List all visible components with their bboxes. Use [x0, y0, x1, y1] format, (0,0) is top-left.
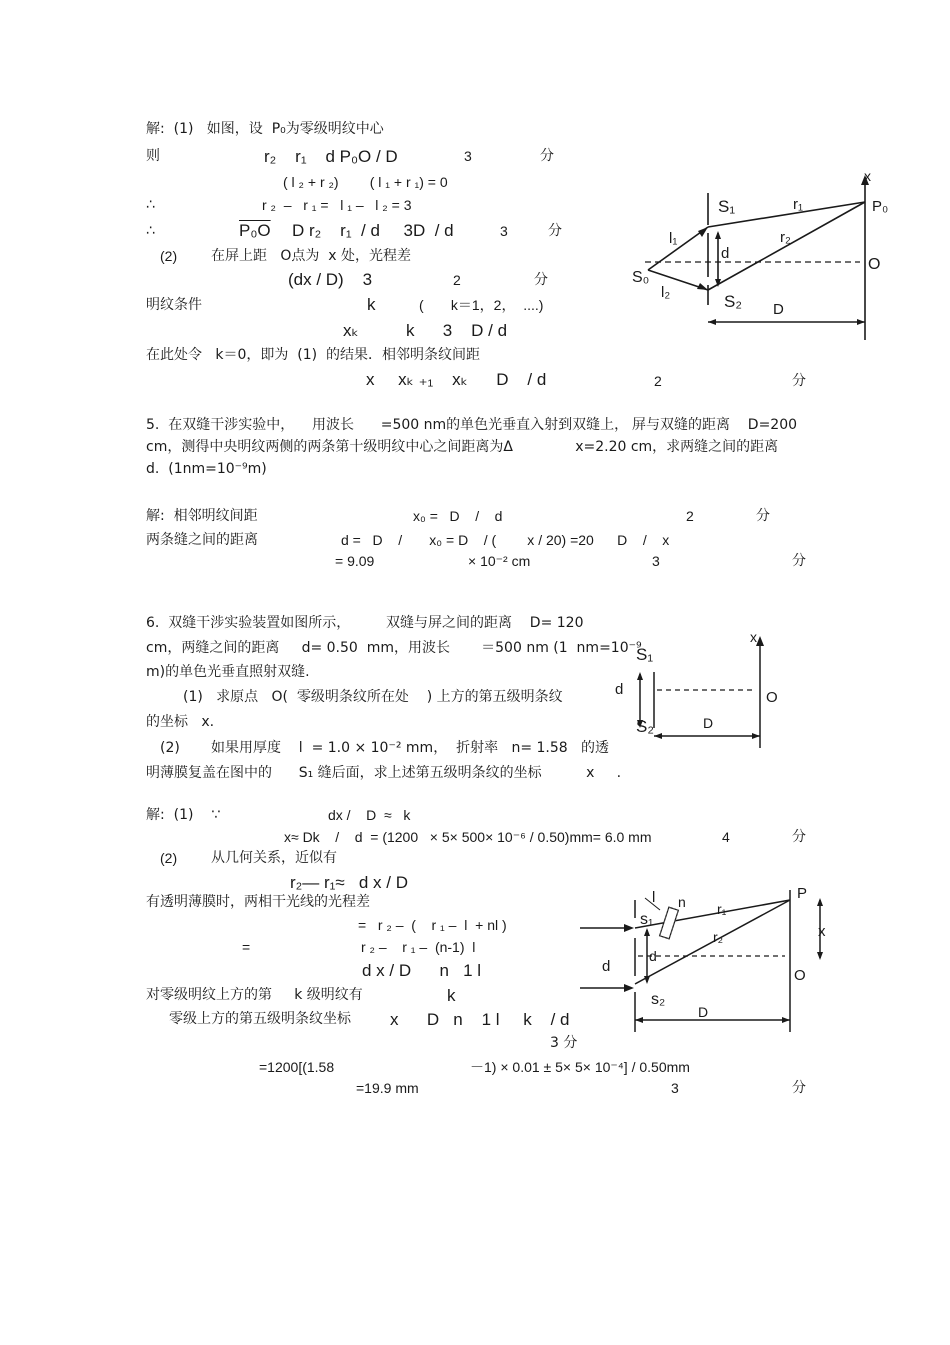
label-l2: l₂: [661, 284, 671, 301]
text-line: 对零级明纹上方的第 k 级明纹有: [146, 987, 363, 1003]
label-x: x: [818, 923, 826, 940]
text-line: 屏与双缝的距离 D=200: [632, 417, 798, 433]
score-unit: 分: [792, 553, 806, 569]
score-unit: 分: [548, 223, 562, 239]
score: 3 分: [550, 1035, 578, 1051]
axis-label: x: [750, 629, 757, 645]
score-unit: 分: [540, 148, 554, 164]
text-line: cm，两缝之间的距离 d= 0.50 mm，用波长 ＝500 nm (1 nm=10⁻⁹: [146, 640, 642, 656]
equation: r₂— r₁≈ d x / D: [290, 873, 409, 892]
label-o: O: [794, 967, 806, 984]
equation: r ₂ – r ₁ = l ₁ – l ₂ = 3: [262, 197, 412, 213]
label-r1: r₁: [717, 901, 727, 917]
equation: = 9.09: [335, 553, 375, 569]
figure-double-slit-film: [580, 880, 840, 1040]
text-line: 在此处令 k＝0，即为 (1) 的结果．相邻明条纹间距: [146, 347, 480, 363]
label-p0: P₀: [872, 198, 889, 215]
equation: P₀O: [239, 221, 271, 240]
text-line: 双缝与屏之间的距离 D= 120: [386, 615, 584, 631]
text-line: 零级上方的第五级明条纹坐标: [169, 1011, 351, 1027]
text-line: cm，测得中央明纹两侧的两条第十级明纹中心之间距离为Δ x=2.20 cm，求两缝之间的距离: [146, 439, 779, 455]
label-p: P: [797, 885, 808, 902]
label-d: d: [721, 245, 730, 262]
label-s2: s₂: [651, 991, 666, 1008]
equation: ( l ₂ + r ₂) ( l ₁ + r ₁) = 0: [283, 174, 448, 190]
equation: k: [447, 986, 456, 1005]
text-line: 明薄膜复盖在图中的 S₁ 缝后面，求上述第五级明条纹的坐标 x .: [146, 765, 622, 781]
score-unit: 分: [756, 508, 770, 524]
label-r2: r₂: [780, 229, 791, 246]
text-line: 5. 在双缝干涉实验中， 用波长 =500 nm的单色光垂直入射到双缝上，: [146, 417, 629, 433]
equation: = r ₂ – ( r ₁ – l + nl ): [358, 917, 507, 933]
label-n: n: [678, 894, 686, 910]
equation: r₂ r₁ d P₀O / D: [264, 147, 398, 166]
equation: d = D / x₀ = D / ( x / 20) =20 D / x: [341, 532, 670, 548]
equation: D r₂ r₁ / d 3D / d: [292, 221, 454, 240]
text-line: (1) 求原点 O( 零级明条纹所在处 ) 上方的第五级明条纹: [183, 689, 563, 705]
equation: x₀ = D / d: [413, 508, 503, 524]
score: 3: [671, 1080, 679, 1096]
label-s1: s₁: [640, 911, 654, 928]
axis-label: x: [864, 168, 871, 184]
text-line: 解: 相邻明纹间距: [146, 508, 258, 524]
score-unit: 分: [792, 373, 806, 389]
label-s0: S₀: [632, 269, 650, 286]
equation: × 10⁻² cm: [468, 553, 531, 569]
label-d-left: d: [602, 958, 611, 975]
label-s2: S₂: [724, 292, 742, 311]
therefore-symbol: ∴: [146, 197, 155, 213]
figure-double-slit-2: [610, 630, 790, 750]
text-line: 则: [146, 148, 160, 164]
score-unit: 分: [534, 272, 548, 288]
text-line: 6. 双缝干涉实验装置如图所示，: [146, 615, 351, 631]
label-distance-d: D: [698, 1004, 709, 1020]
equation: x xₖ ₊₁ xₖ D / d: [366, 370, 547, 389]
score: 3: [500, 223, 508, 239]
label-s1: S₁: [718, 197, 736, 216]
text-line: (2) 如果用厚度 l = 1.0 × 10⁻² mm， 折射率 n= 1.58 的透: [160, 740, 610, 756]
equation: x D n 1 l k / d: [390, 1010, 570, 1029]
text-line: 在屏上距 O点为 x 处，光程差: [211, 248, 412, 264]
text-line: 有透明薄膜时，两相干光线的光程差: [146, 894, 370, 910]
equation: d x / D n 1 l: [362, 961, 482, 980]
label-distance-d: D: [703, 715, 714, 731]
text-line: 明纹条件: [146, 297, 202, 313]
equation: ( k＝1，2， ....): [419, 297, 544, 313]
equation: (dx / D) 3: [288, 270, 373, 289]
therefore-symbol: ∴: [146, 223, 155, 239]
score: 2: [453, 272, 461, 288]
text-line: 解: (1) ∵: [146, 807, 221, 823]
text-line: 解: (1) 如图，设 P₀为零级明纹中心: [146, 121, 384, 137]
score-unit: 分: [792, 1080, 806, 1096]
score: 3: [652, 553, 660, 569]
text-line: d. (1nm=10⁻⁹m): [146, 461, 267, 477]
score: 3: [464, 148, 472, 164]
equation: x≈ Dk / d = (1200 × 5× 500× 10⁻⁶ / 0.50)mm= 6.0 mm: [284, 829, 652, 845]
label-distance-d: D: [773, 301, 784, 318]
label-r1: r₁: [793, 196, 804, 213]
label-s1: S₁: [636, 645, 654, 664]
equation: dx / D ≈ k: [328, 807, 411, 823]
label-o: O: [766, 689, 778, 706]
text-line: 两条缝之间的距离: [146, 532, 258, 548]
equation: =: [242, 939, 251, 955]
equation: =1200[(1.58: [259, 1059, 335, 1075]
label-d: d: [615, 681, 624, 698]
label-o: O: [868, 256, 881, 273]
label-l1: l₁: [669, 230, 678, 247]
label-l: l: [652, 889, 656, 906]
equation: xₖ k 3 D / d: [343, 321, 508, 340]
equation: =19.9 mm: [356, 1080, 419, 1096]
score-unit: 分: [792, 829, 806, 845]
text-line: 的坐标 x.: [146, 714, 215, 730]
text-line: m)的单色光垂直照射双缝.: [146, 664, 310, 680]
equation: r ₂ – r ₁ – (n-1) l: [361, 939, 476, 955]
label-r2: r₂: [713, 929, 724, 945]
text-line: (2): [160, 850, 178, 866]
figure-double-slit-1: [620, 165, 900, 350]
text-line: 从几何关系，近似有: [211, 850, 337, 866]
score: 2: [654, 373, 662, 389]
score: 2: [686, 508, 694, 524]
label-d-inner: d: [649, 948, 657, 964]
equation: k: [367, 295, 376, 314]
equation: －1) × 0.01 ± 5× 5× 10⁻⁴] / 0.50mm: [470, 1059, 690, 1075]
score: 4: [722, 829, 730, 845]
label-s2: S₂: [636, 717, 654, 736]
text-line: (2): [160, 248, 178, 264]
